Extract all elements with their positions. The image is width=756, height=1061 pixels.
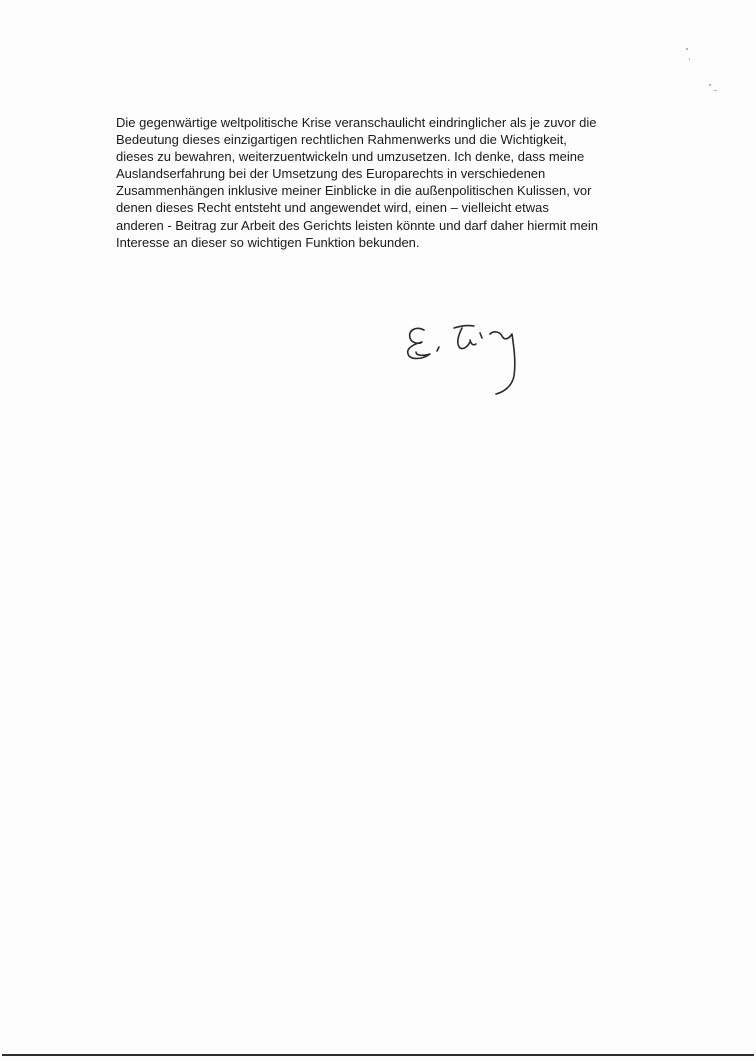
body-line: denen dieses Recht entsteht und angewendet wird, einen – vielleicht etwas <box>116 200 549 216</box>
letter-body-paragraph <box>116 114 676 251</box>
body-line: anderen - Beitrag zur Arbeit des Gerichts leisten könnte und darf daher hiermit mein <box>116 217 598 233</box>
body-line: Bedeutung dieses einzigartigen rechtlichen Rahmenwerks und die Wichtigkeit, <box>116 132 567 148</box>
page-bottom-rule <box>2 1054 754 1056</box>
scan-speck <box>714 90 717 91</box>
scan-speck <box>689 58 690 60</box>
body-line: Auslandserfahrung bei der Umsetzung des Europarechts in verschiedenen <box>116 166 546 182</box>
body-line: dieses zu bewahren, weiterzuentwickeln und umzusetzen. Ich denke, dass meine <box>116 149 585 165</box>
scan-speck <box>686 48 688 50</box>
scan-speck <box>709 84 711 86</box>
handwritten-signature <box>398 300 528 400</box>
body-line: Interesse an dieser so wichtigen Funktion bekunden. <box>116 234 420 250</box>
body-line: Die gegenwärtige weltpolitische Krise veranschaulicht eindringlicher als je zuvor die <box>116 115 597 130</box>
body-line: Zusammenhängen inklusive meiner Einblicke in die außenpolitischen Kulissen, vor <box>116 183 592 199</box>
